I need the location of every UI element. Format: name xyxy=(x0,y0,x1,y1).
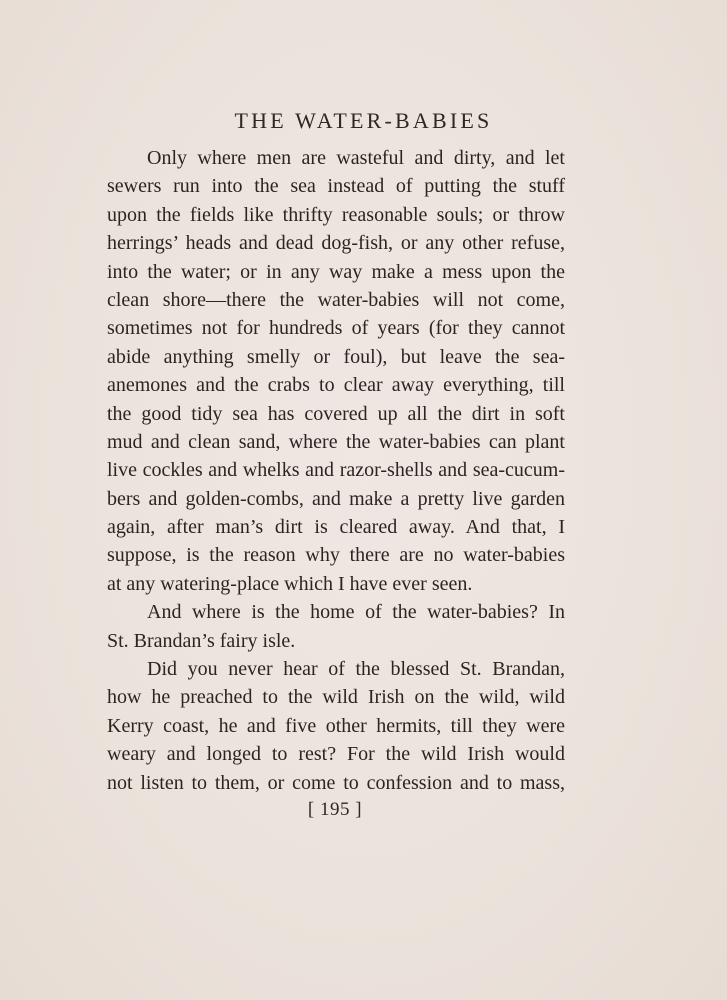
text-line: sewers run into the sea instead of putting the stuff xyxy=(107,175,565,198)
text-line: weary and longed to rest? For the wild Irish would xyxy=(107,743,565,766)
text-line: live cockles and whelks and razor-shells and sea-cucum- xyxy=(107,459,565,482)
text-line: Did you never hear of the blessed St. Brandan, xyxy=(147,658,565,681)
text-line: anemones and the crabs to clear away everything, till xyxy=(107,374,565,397)
text-line: St. Brandan’s fairy isle. xyxy=(107,629,296,652)
text-line: herrings’ heads and dead dog-fish, or any other refuse, xyxy=(107,232,565,255)
text-line: mud and clean sand, where the water-babies can plant xyxy=(107,430,565,453)
text-line: And where is the home of the water-babies? In xyxy=(147,601,565,624)
text-line: again, after man’s dirt is cleared away. And that, I xyxy=(107,516,565,539)
text-line: Only where men are wasteful and dirty, and let xyxy=(147,147,565,169)
text-line: abide anything smelly or foul), but leave the sea- xyxy=(107,345,565,368)
text-line: how he preached to the wild Irish on the wild, wild xyxy=(107,686,565,709)
text-line: suppose, is the reason why there are no water-babies xyxy=(107,544,565,567)
text-line: bers and golden-combs, and make a pretty live garden xyxy=(107,487,565,510)
text-line: into the water; or in any way make a mess upon the xyxy=(107,260,565,283)
running-head: THE WATER-BABIES xyxy=(234,108,493,133)
text-line: upon the fields like thrifty reasonable souls; or throw xyxy=(107,203,565,226)
text-line: at any watering-place which I have ever seen. xyxy=(107,572,473,595)
text-line: clean shore—there the water-babies will not come, xyxy=(107,288,565,311)
body-text xyxy=(107,144,565,797)
text-line: Kerry coast, he and five other hermits, till they were xyxy=(107,714,565,737)
text-line: not listen to them, or come to confession and to mass, xyxy=(107,771,565,794)
page-number: [ 195 ] xyxy=(307,799,363,820)
text-line: sometimes not for hundreds of years (for they cannot xyxy=(107,317,565,340)
text-line: the good tidy sea has covered up all the dirt in soft xyxy=(107,402,565,425)
